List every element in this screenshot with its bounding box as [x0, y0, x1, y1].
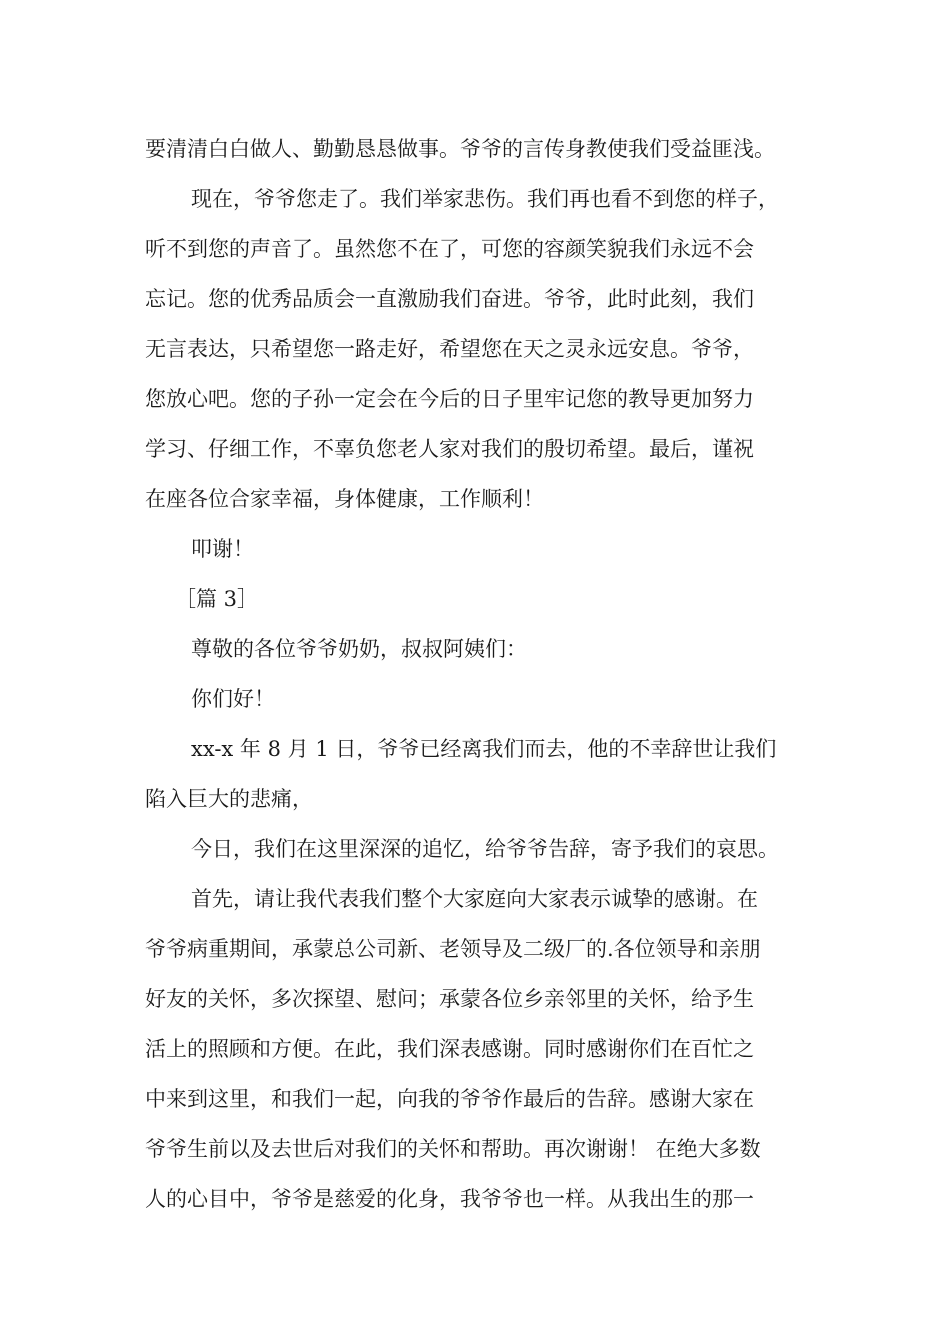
document-body: [145, 124, 810, 1224]
text-line-3: 听不到您的声音了。虽然您不在了，可您的容颜笑貌我们永远不会: [145, 237, 754, 261]
text-line-22: 人的心目中，爷爷是慈爱的化身，我爷爷也一样。从我出生的那一: [145, 1187, 754, 1211]
text-line-16: 首先，请让我代表我们整个大家庭向大家表示诚挚的感谢。在: [191, 887, 758, 911]
text-line-20: 中来到这里，和我们一起，向我的爷爷作最后的告辞。感谢大家在: [145, 1087, 754, 1111]
text-line-19: 活上的照顾和方便。在此，我们深表感谢。同时感谢你们在百忙之: [145, 1037, 754, 1061]
text-line-2: 现在，爷爷您走了。我们举家悲伤。我们再也看不到您的样子，: [191, 187, 779, 211]
text-line-15: 今日，我们在这里深深的追忆，给爷爷告辞，寄予我们的哀思。: [191, 837, 779, 861]
text-line-4: 忘记。您的优秀品质会一直激励我们奋进。爷爷，此时此刻，我们: [145, 287, 754, 311]
text-line-5: 无言表达，只希望您一路走好，希望您在天之灵永远安息。爷爷，: [145, 337, 754, 361]
text-line-14: 陷入巨大的悲痛，: [145, 787, 313, 811]
text-line-21: 爷爷生前以及去世后对我们的关怀和帮助。再次谢谢！ 在绝大多数: [145, 1137, 761, 1161]
text-line-1: 要清清白白做人、勤勤恳恳做事。爷爷的言传身教使我们受益匪浅。: [145, 137, 775, 161]
text-line-8: 在座各位合家幸福，身体健康，工作顺利！: [145, 487, 544, 511]
text-line-6: 您放心吧。您的子孙一定会在今后的日子里牢记您的教导更加努力: [145, 387, 754, 411]
salutation: 尊敬的各位爷爷奶奶，叔叔阿姨们：: [191, 637, 527, 661]
text-line-17: 爷爷病重期间，承蒙总公司新、老领导及二级厂的.各位领导和亲朋: [145, 937, 761, 961]
text-line-9: 叩谢！: [191, 537, 254, 561]
text-line-18: 好友的关怀，多次探望、慰问；承蒙各位乡亲邻里的关怀，给予生: [145, 987, 754, 1011]
greeting: 你们好！: [191, 687, 275, 711]
text-line-7: 学习、仔细工作，不辜负您老人家对我们的殷切希望。最后，谨祝: [145, 437, 754, 461]
text-line-13: xx-x 年 8 月 1 日，爷爷已经离我们而去，他的不幸辞世让我们: [191, 737, 777, 761]
section-label: ［篇 3］: [175, 587, 259, 611]
